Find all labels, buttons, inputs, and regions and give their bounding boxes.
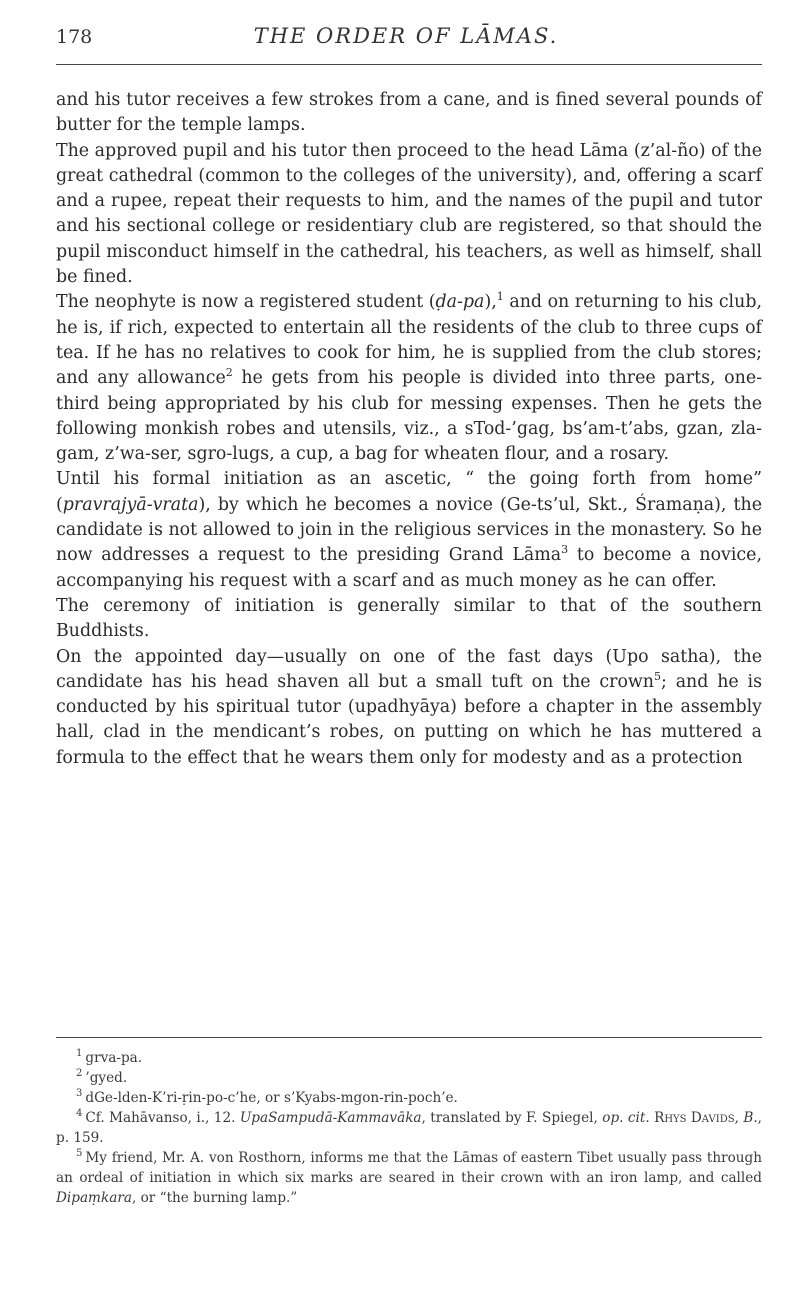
page-header xyxy=(56,18,756,58)
footnote-4: $^4$ Cf. Mahāvanso, i., 12. UpaSampudā-Kammavāka, translated by F. Spiegel, op. cit. Rhys Davids, B., p. 159. xyxy=(56,1108,762,1146)
page-number: 178 xyxy=(56,26,93,48)
footnote-2: $^2$ ’gyed. xyxy=(76,1068,128,1086)
term-da-pa: ḍa-pa xyxy=(435,292,485,313)
running-head: THE ORDER OF LĀMAS. xyxy=(253,24,559,48)
footnote-5: $^5$ My friend, Mr. A. von Rosthorn, informs me that the Lāmas of eastern Tibet usually pass through an ordeal of initiation in which six marks are seared in their crown with an iron lamp, and called Dipaṃkara, or “the burning lamp.” xyxy=(56,1148,762,1206)
footnote-ref-2[interactable]: 2 xyxy=(225,366,233,380)
footnote-1: $^1$ grva-pa. xyxy=(76,1048,143,1066)
footnote-ref-5[interactable]: 5 xyxy=(654,670,662,684)
footnote-ref-1[interactable]: 1 xyxy=(496,290,504,304)
term-pravrajya-vrata: pravrajyā-vrata xyxy=(62,494,199,515)
paragraph-6: On the appointed day—usually on one of the fast days (Upo satha), the candidate has his head shaven all but a small tuft on the crown$^5$; and he is conducted by his spiritual tutor (upadhyāya) before a chapter in the assembly hall, clad in the mendicant’s robes, on putting on which he has muttered a formula to the effect that he wears them only for modesty and as a protection xyxy=(56,646,762,768)
footnote-rule xyxy=(56,1037,762,1038)
paragraph-4: Until his formal initiation as an ascetic, “ the going forth from home” (pravrajyā-vrata), by which he becomes a novice (Ge-ts’ul, Skt., Śramaṇa), the candidate is not allowed to join in the religious services in the monastery. So he now addresses a request to the presiding Grand Lāma$^3$ to become a novice, accompanying his request with a scarf and as much money as he can offer. xyxy=(56,469,762,591)
paragraph-5: The ceremony of initiation is generally similar to that of the southern Buddhists. xyxy=(56,595,762,642)
body-text xyxy=(56,88,762,771)
paragraph-2: The approved pupil and his tutor then proceed to the head Lāma (z’al-ño) of the great cathedral (common to the colleges of the university), and, offering a scarf and a rupee, repeat their requests to him, and the names of the pupil and tutor and his sectional college or residentiary club are registered, so that should the pupil misconduct himself in the cathedral, his teachers, as well as himself, shall be fined. xyxy=(56,140,762,288)
paragraph-1: and his tutor receives a few strokes from a cane, and is fined several pounds of butter for the temple lamps. xyxy=(56,90,762,136)
header-rule xyxy=(56,64,762,65)
footnote-ref-3[interactable]: 3 xyxy=(561,543,569,557)
footnotes xyxy=(56,1048,762,1208)
footnote-3: $^3$ dGe-lden-K’ri-ṛin-po-c’he, or s’Kyabs-mgon-rin-poch’e. xyxy=(76,1088,458,1106)
paragraph-3: The neophyte is now a registered student (ḍa-pa),$^1$ and on returning to his club, he is, if rich, expected to entertain all the residents of the club to three cups of tea. If he has no relatives to cook for him, he is supplied from the club stores; and any allowance$^2$ he gets from his people is divided into three parts, one-third being appropriated by his club for messing expenses. Then he gets the following monkish robes and utensils, viz., a sTod-’gag, bs’am-t’abs, gzan, zla-gam, z’wa-ser, sgro-lugs, a cup, a bag for wheaten flour, and a rosary. xyxy=(56,290,762,465)
